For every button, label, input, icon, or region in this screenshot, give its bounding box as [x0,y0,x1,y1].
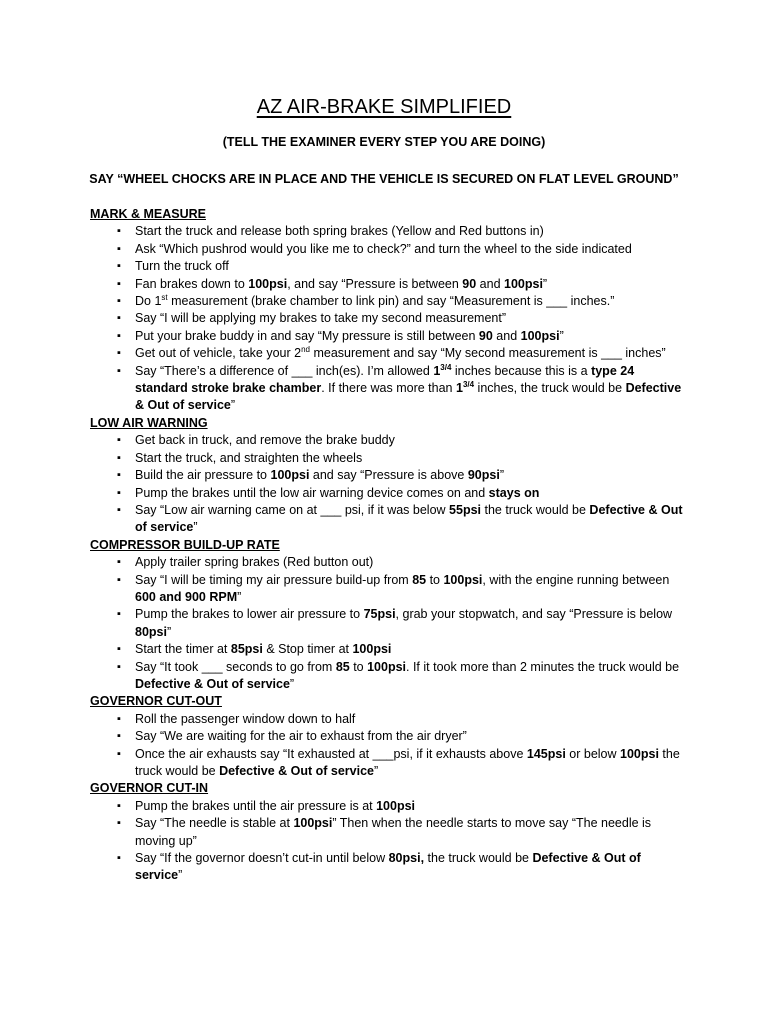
list-item [90,554,690,571]
section [90,780,690,884]
step-text: Say “I will be timing my air pressure build-up from [135,572,413,587]
step-text: Say “There’s a difference of ___ inch(es). I’m allowed [135,363,434,378]
step-text: Pump the brakes until the air pressure is at [135,798,377,813]
section [90,415,690,537]
section-heading: MARK & MEASURE [90,207,206,221]
step-text: ” Then when the needle starts to move say “The needle is moving up” [135,816,652,848]
step-text: ” [166,624,172,639]
step-text: and [476,276,504,291]
superscript-text: nd [301,345,310,355]
step-text: ” [499,468,504,483]
opening-instruction: SAY “WHEEL CHOCKS ARE IN PLACE AND THE VEHICLE IS SECURED ON FLAT LEVEL GROUND” [89,172,679,186]
step-text: measurement and say “My second measurement is ___ inches” [309,346,666,361]
step-text: inches, the truck would be [474,381,626,396]
bold-text: 90psi [467,468,500,483]
section-heading: GOVERNOR CUT-IN [90,781,209,796]
step-text: , grab your stopwatch, and say “Pressure is below [395,607,673,622]
step-text: Put your brake buddy in and say “My pressure is still between [135,328,479,343]
bold-text: 145psi [526,746,566,761]
bold-text: 100psi [520,328,560,343]
step-text: ” [374,764,379,778]
bold-text: Defective & Out of service [135,851,641,883]
step-text: Build the air pressure to [135,468,271,483]
list-item [90,711,690,728]
step-text: Say “Low air warning came on at ___ psi, if it was below [135,502,450,517]
step-text: the truck would be [481,502,590,517]
document-subtitle: (TELL THE EXAMINER EVERY STEP YOU ARE DOING) [222,135,546,149]
step-text: ” [289,676,295,691]
step-list [90,432,690,536]
list-item [90,815,690,850]
bold-text: 100psi [352,642,392,657]
section [90,693,690,780]
list-item [90,798,690,815]
list-item [90,485,690,502]
document-title: AZ AIR-BRAKE SIMPLIFIED [256,96,512,118]
list-item [90,310,690,327]
bold-text: 85psi [230,642,263,657]
step-text: Start the timer at [135,642,231,657]
step-text: the truck would be [135,746,680,778]
procedure-sections [90,206,690,885]
step-text: Say “We are waiting for the air to exhaust from the air dryer” [135,729,467,744]
step-text: Fan brakes down to [135,276,249,291]
list-item [90,606,690,641]
step-text: ” [237,589,242,604]
step-text: to [349,659,368,674]
step-text: and [492,328,521,343]
bold-text: Defective & Out of service [219,764,374,778]
step-text: measurement (brake chamber to link pin) and say “Measurement is ___ inches.” [167,294,615,309]
bold-text: 100psi [620,746,659,761]
step-text: inches because this is a [451,363,592,378]
bold-text: 75psi [363,607,396,622]
step-list [90,554,690,693]
bold-text: 55psi [449,502,482,517]
step-text: ” [178,868,183,883]
section [90,537,690,694]
step-text: Pump the brakes until the low air warning device comes on and [135,485,489,500]
section [90,206,690,415]
list-item [90,728,690,745]
step-text: ” [542,276,548,291]
step-text: . If it took more than 2 minutes the truck would be [406,659,680,674]
section-heading: COMPRESSOR BUILD-UP RATE [90,537,280,552]
bold-text: stays on [488,485,540,500]
bold-text: 80psi, [388,851,425,866]
list-item [90,328,690,345]
step-list [90,223,690,414]
superscript-text: st [161,293,168,303]
step-text: ” [193,520,198,535]
step-text: Say “It took ___ seconds to go from [135,659,336,674]
list-item [90,363,690,415]
bold-text: 100psi [367,659,407,674]
list-item [90,572,690,607]
step-text: Pump the brakes to lower air pressure to [135,607,364,622]
step-text: Start the truck, and straighten the wheels [135,450,363,465]
bold-text: 85 [412,572,427,587]
step-text: , and say “Pressure is between [287,276,463,291]
section-heading: GOVERNOR CUT-OUT [90,694,222,709]
list-item [90,258,690,275]
list-item [90,502,690,537]
superscript-text: 3/4 [462,380,475,390]
list-item [90,293,690,310]
bold-text: 100psi [376,798,416,813]
bold-text: 90 [462,276,477,291]
list-item [90,746,690,781]
step-text: to [426,572,444,587]
step-text: or below [565,746,621,761]
bold-text: Defective & Out of service [135,502,683,535]
step-text: Do 1 [135,294,162,309]
bold-text: 600 and 900 RPM [135,589,238,604]
list-item [90,241,690,258]
step-text: Get back in truck, and remove the brake buddy [135,433,395,448]
step-text: Once the air exhausts say “It exhausted at ___psi, if it exhausts above [135,746,527,761]
step-text: & Stop timer at [262,642,353,657]
step-list [90,798,690,885]
list-item [90,276,690,293]
step-text: . If there was more than [321,381,456,396]
step-text: the truck would be [424,851,533,866]
bold-text: type 24 standard stroke brake chamber [135,363,635,396]
bold-text: 100psi [443,572,483,587]
list-item [90,641,690,658]
list-item [90,432,690,449]
list-item [90,659,690,694]
list-item [90,467,690,484]
step-text: and say “Pressure is above [309,468,468,483]
bold-text: 100psi [504,276,543,291]
step-text: Apply trailer spring brakes (Red button out) [135,555,374,570]
bold-text: Defective & Out of service [135,676,290,691]
step-text: Turn the truck off [135,259,229,274]
list-item [90,450,690,467]
bold-text: 90 [478,328,493,343]
bold-text: 1 [456,381,463,396]
step-text: Say “The needle is stable at [135,816,294,831]
step-list [90,711,690,781]
bold-text: 80psi [135,624,167,639]
bold-text: Defective & Out of service [135,381,682,413]
list-item [90,345,690,362]
step-text: Say “If the governor doesn’t cut-in until below [135,851,389,866]
step-text: , with the engine running between [482,572,670,587]
bold-text: 100psi [293,816,333,831]
step-text: Start the truck and release both spring brakes (Yellow and Red buttons in) [135,224,544,239]
list-item [90,850,690,885]
superscript-text: 3/4 [440,362,452,372]
step-text: Say “I will be applying my brakes to take my second measurement” [135,311,506,326]
list-item [90,223,690,240]
step-text: Roll the passenger window down to half [135,711,356,726]
step-text: Ask “Which pushrod would you like me to check?” and turn the wheel to the side indicated [135,241,632,256]
step-text: ” [559,328,564,343]
bold-text: 85 [335,659,350,674]
bold-text: 100psi [248,276,288,291]
bold-text: 1 [433,363,441,378]
section-heading: LOW AIR WARNING [90,415,208,430]
step-text: ” [230,398,236,413]
step-text: Get out of vehicle, take your 2 [135,346,302,361]
bold-text: 100psi [270,468,310,483]
